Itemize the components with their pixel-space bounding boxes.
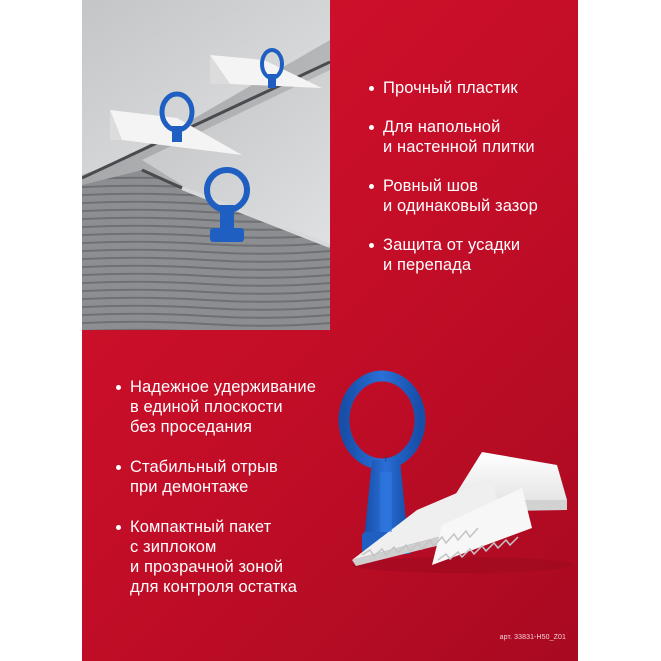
feature-text: и перепада [383,256,472,274]
feature-text: с зиплоком [130,538,217,556]
feature-text: Компактный пакет [130,518,272,536]
feature-text: и прозрачной зоной [130,558,284,576]
feature-item [369,176,574,216]
article-number: арт. 33831-H50_Z01 [499,634,566,641]
product-illustration [322,360,572,580]
feature-item [369,117,574,157]
svg-text:T: T [384,458,388,464]
feature-item [116,457,356,497]
feature-text: для контроля остатка [130,578,298,596]
feature-item [369,78,574,98]
feature-item [116,377,356,437]
feature-text: и настенной плитки [383,138,535,156]
feature-text: Для напольной [383,118,501,136]
feature-text: Прочный пластик [383,79,518,97]
feature-text: Надежное удерживание [130,378,316,396]
features-top-list [369,78,574,294]
feature-text: при демонтаже [130,478,249,496]
photo-illustration [82,0,330,330]
feature-text: Ровный шов [383,177,479,195]
feature-text: Защита от усадки [383,236,521,254]
feature-text: без проседания [130,418,253,436]
tile-leveling-photo [82,0,330,330]
feature-item [369,235,574,275]
feature-item [116,517,356,597]
feature-text: и одинаковый зазор [383,197,538,215]
product-card [82,0,578,661]
features-bottom-list [116,377,356,617]
feature-text: Стабильный отрыв [130,458,278,476]
clip-and-wedge-product [322,360,572,580]
feature-text: в единой плоскости [130,398,283,416]
